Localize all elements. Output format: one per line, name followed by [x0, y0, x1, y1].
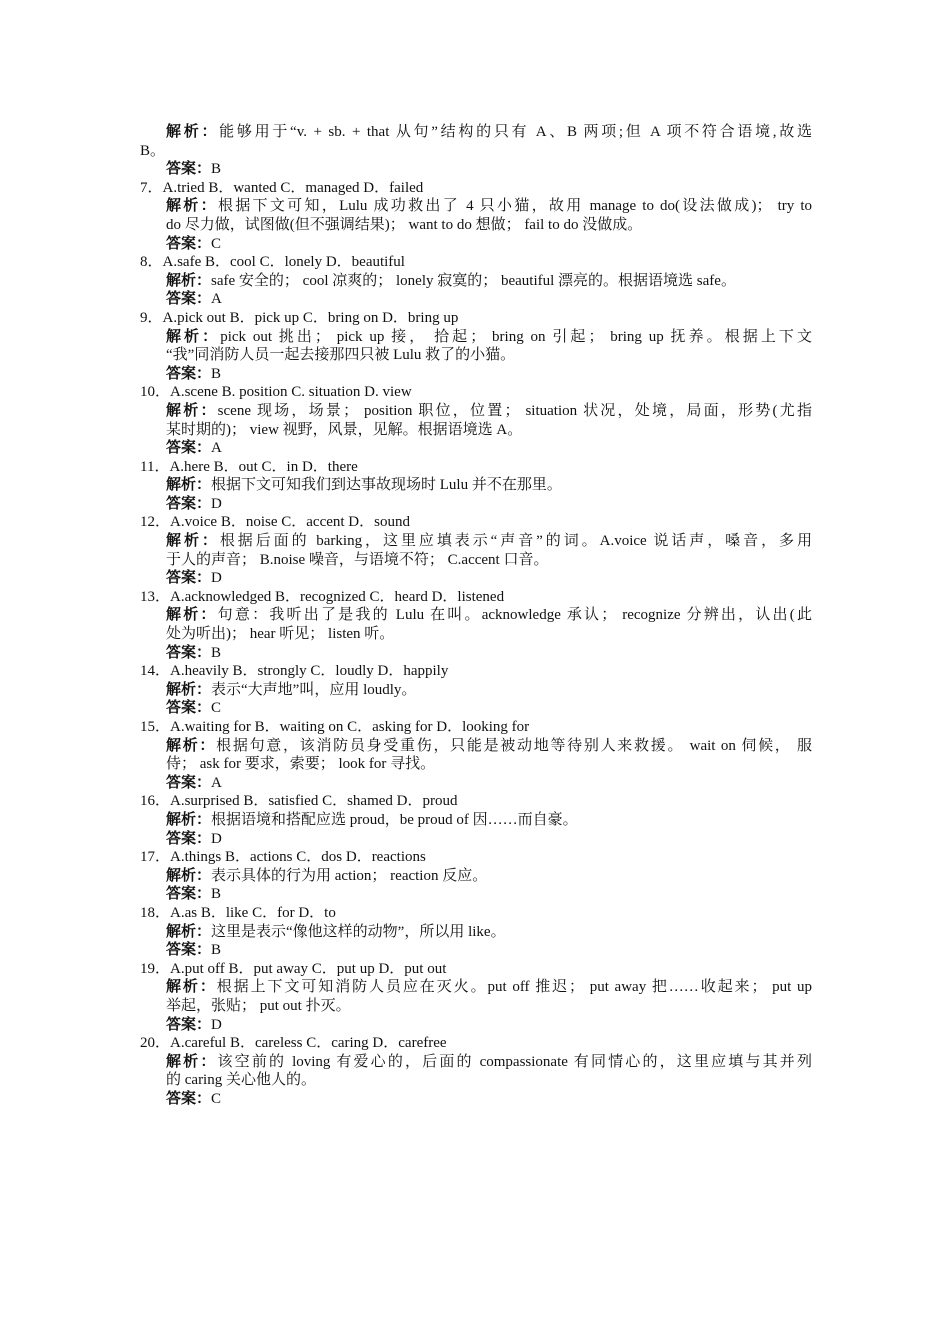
analysis-line	[140, 532, 812, 551]
answer-value: D	[211, 830, 222, 847]
analysis-line	[140, 737, 812, 756]
options-line	[140, 383, 812, 402]
answer-line	[140, 495, 812, 514]
options-text: A.surprised B．satisfied C．shamed D．proud	[170, 793, 458, 810]
analysis-text: scene 现场，场景； position 职位，位置； situation 状况，处境，局面，形势(尤指	[217, 402, 812, 419]
analysis-label: 解析：	[166, 124, 220, 140]
options-text: A.waiting for B．waiting on C．asking for D．looking for	[170, 719, 530, 735]
analysis-text: 表示具体的行为用 action； reaction 反应。	[211, 867, 488, 884]
analysis-text: 根据语境和搭配应选 proud，be proud of 因……而自豪。	[211, 811, 578, 828]
question-item	[140, 513, 812, 587]
analysis-line	[140, 142, 812, 161]
analysis-label: 解析：	[166, 272, 212, 289]
answer-label: 答案：	[166, 365, 212, 382]
question-item	[140, 960, 812, 1034]
analysis-label: 解析：	[166, 198, 218, 215]
answer-value: A	[211, 440, 222, 457]
analysis-label: 解析：	[166, 867, 212, 884]
analysis-text: 表示“大声地”叫，应用 loudly。	[211, 681, 417, 698]
answer-label: 答案：	[166, 830, 212, 847]
answer-value: D	[211, 570, 222, 587]
analysis-line	[140, 216, 812, 235]
question-number: 19．	[140, 960, 171, 977]
analysis-text: 举起，张贴； put out 扑灭。	[166, 997, 351, 1014]
options-text: A.things B．actions C．dos D．reactions	[170, 849, 426, 866]
answer-label: 答案：	[166, 495, 212, 512]
answer-label: 答案：	[166, 161, 212, 178]
answer-value: A	[211, 774, 222, 791]
analysis-line	[140, 272, 812, 291]
options-text: A.here B．out C．in D．there	[169, 458, 358, 475]
analysis-line	[140, 811, 812, 830]
analysis-label: 解析：	[166, 533, 220, 550]
analysis-line	[140, 1071, 812, 1090]
options-line	[140, 848, 812, 867]
answer-line	[140, 160, 812, 179]
analysis-line	[140, 421, 812, 440]
analysis-text: 根据下文可知我们到达事故现场时 Lulu 并不在那里。	[211, 477, 562, 494]
analysis-text: “我”同消防人员一起去接那四只被 Lulu 救了的小猫。	[166, 347, 516, 364]
analysis-label: 解析：	[166, 328, 221, 345]
analysis-line	[140, 197, 812, 216]
analysis-line	[140, 681, 812, 700]
answer-line	[140, 644, 812, 663]
question-list	[140, 179, 812, 1109]
options-text: A.acknowledged B．recognized C．heard D．listened	[170, 588, 505, 605]
answer-label: 答案：	[166, 886, 212, 903]
answer-key	[140, 123, 812, 1108]
options-line	[140, 179, 812, 198]
answer-value: B	[211, 942, 222, 959]
question-number: 7．	[140, 179, 163, 196]
question-item	[140, 662, 812, 718]
analysis-line	[140, 123, 812, 142]
analysis-text: 某时期的)； view 视野，风景，见解。根据语境选 A。	[166, 421, 523, 438]
question-number: 15．	[140, 719, 171, 735]
question-number: 13．	[140, 588, 171, 605]
answer-value: A	[211, 291, 222, 308]
options-line	[140, 718, 812, 737]
analysis-label: 解析：	[166, 737, 217, 754]
question-number: 10．	[140, 384, 171, 401]
analysis-line	[140, 476, 812, 495]
analysis-label: 解析：	[166, 402, 218, 419]
analysis-text: 能够用于“v. + sb. + that 从句”结构的只有 A、B 两项;但 A 项不符合语境,故选	[219, 124, 812, 140]
answer-value: D	[211, 1016, 222, 1033]
question-number: 20．	[140, 1035, 171, 1052]
options-text: A.put off B．put away C．put up D．put out	[170, 960, 447, 977]
question-item	[140, 253, 812, 309]
analysis-line	[140, 1053, 812, 1072]
analysis-line	[140, 867, 812, 886]
answer-value: D	[211, 495, 222, 512]
analysis-line	[140, 551, 812, 570]
answer-value: C	[211, 700, 222, 717]
answer-label: 答案：	[166, 570, 212, 587]
question-number: 18．	[140, 904, 171, 921]
analysis-text: 于人的声音； B.noise 噪音，与语境不符； C.accent 口音。	[166, 551, 549, 568]
analysis-line	[140, 346, 812, 365]
question-number: 16．	[140, 793, 171, 810]
analysis-line	[140, 997, 812, 1016]
answer-label: 答案：	[166, 440, 212, 457]
intro-block	[140, 123, 812, 179]
answer-line	[140, 830, 812, 849]
answer-label: 答案：	[166, 942, 212, 959]
question-number: 12．	[140, 514, 171, 531]
answer-value: B	[211, 365, 222, 382]
answer-label: 答案：	[166, 291, 212, 308]
analysis-line	[140, 755, 812, 774]
options-line	[140, 792, 812, 811]
answer-label: 答案：	[166, 774, 212, 791]
analysis-line	[140, 606, 812, 625]
options-line	[140, 1034, 812, 1053]
analysis-line	[140, 923, 812, 942]
question-item	[140, 904, 812, 960]
question-item	[140, 458, 812, 514]
options-line	[140, 960, 812, 979]
analysis-text: 根据下文可知，Lulu 成功救出了 4 只小猫，故用 manage to do(设法做成)； try to	[217, 198, 812, 215]
analysis-label: 解析：	[166, 607, 218, 624]
options-text: A.heavily B．strongly C．loudly D．happily	[170, 663, 449, 680]
analysis-label: 解析：	[166, 681, 212, 698]
question-item	[140, 792, 812, 848]
answer-value: C	[211, 1090, 222, 1107]
analysis-text: 根据后面的 barking，这里应填表示“声音”的词。A.voice 说话声，嗓音，多用	[219, 533, 812, 550]
answer-line	[140, 1090, 812, 1109]
options-line	[140, 309, 812, 328]
analysis-text: 根据句意，该消防员身受重伤，只能是被动地等待别人来救援。 wait on 伺候， 服	[216, 737, 812, 754]
answer-label: 答案：	[166, 235, 212, 252]
options-line	[140, 662, 812, 681]
answer-line	[140, 699, 812, 718]
question-number: 17．	[140, 849, 171, 866]
answer-value: B	[211, 161, 222, 178]
options-line	[140, 588, 812, 607]
analysis-text: 根据上下文可知消防人员应在灭火。put off 推迟； put away 把……收起来； put up	[216, 979, 812, 996]
analysis-line	[140, 978, 812, 997]
answer-label: 答案：	[166, 1090, 212, 1107]
analysis-text: 该空前的 loving 有爱心的，后面的 compassionate 有同情心的，这里应填与其并列	[217, 1053, 812, 1070]
analysis-text: 句意：我听出了是我的 Lulu 在叫。acknowledge 承认； recognize 分辨出，认出(此	[217, 607, 812, 624]
question-item	[140, 309, 812, 383]
analysis-text: 处为听出)； hear 听见； listen 听。	[166, 626, 395, 643]
answer-line	[140, 569, 812, 588]
question-number: 9．	[140, 309, 163, 326]
question-number: 11．	[140, 458, 170, 475]
question-number: 8．	[140, 254, 163, 271]
options-text: A.careful B．careless C．caring D．carefree	[170, 1035, 447, 1052]
answer-line	[140, 941, 812, 960]
answer-line	[140, 439, 812, 458]
options-text: A.voice B．noise C．accent D．sound	[170, 514, 410, 531]
answer-label: 答案：	[166, 700, 212, 717]
answer-line	[140, 885, 812, 904]
question-item	[140, 383, 812, 457]
answer-line	[140, 290, 812, 309]
analysis-line	[140, 328, 812, 347]
answer-label: 答案：	[166, 1016, 212, 1033]
question-item	[140, 179, 812, 253]
analysis-text: do 尽力做，试图做(但不强调结果)； want to do 想做； fail to do 没做成。	[166, 216, 643, 233]
analysis-label: 解析：	[166, 811, 212, 828]
question-item	[140, 848, 812, 904]
question-item	[140, 718, 812, 792]
options-line	[140, 513, 812, 532]
answer-value: B	[211, 644, 222, 661]
analysis-text: B。	[140, 142, 166, 159]
analysis-line	[140, 625, 812, 644]
analysis-text: 侍； ask for 要求，索要； look for 寻找。	[166, 756, 436, 773]
analysis-text: 的 caring 关心他人的。	[166, 1072, 316, 1089]
options-text: A.scene B. position C. situation D. view	[170, 384, 412, 401]
analysis-line	[140, 402, 812, 421]
analysis-label: 解析：	[166, 979, 217, 996]
question-item	[140, 1034, 812, 1108]
answer-line	[140, 774, 812, 793]
answer-label: 答案：	[166, 644, 212, 661]
analysis-text: pick out 挑出； pick up 接， 拾起； bring on 引起； bring up 抚养。根据上下文	[220, 328, 812, 345]
analysis-text: 这里是表示“像他这样的动物”，所以用 like。	[211, 923, 506, 940]
options-line	[140, 253, 812, 272]
options-text: A.as B．like C．for D．to	[170, 904, 336, 921]
options-text: A.pick out B．pick up C．bring on D．bring up	[162, 309, 459, 326]
options-text: A.safe B．cool C．lonely D．beautiful	[162, 254, 405, 271]
analysis-label: 解析：	[166, 923, 212, 940]
options-line	[140, 904, 812, 923]
analysis-label: 解析：	[166, 1053, 218, 1070]
answer-line	[140, 235, 812, 254]
options-text: A.tried B．wanted C．managed D．failed	[162, 179, 424, 196]
analysis-label: 解析：	[166, 477, 212, 494]
answer-line	[140, 1016, 812, 1035]
question-number: 14．	[140, 663, 171, 680]
question-item	[140, 588, 812, 662]
analysis-text: safe 安全的； cool 凉爽的； lonely 寂寞的； beautiful 漂亮的。根据语境选 safe。	[211, 272, 736, 289]
answer-value: C	[211, 235, 222, 252]
answer-value: B	[211, 886, 222, 903]
answer-line	[140, 365, 812, 384]
options-line	[140, 458, 812, 477]
